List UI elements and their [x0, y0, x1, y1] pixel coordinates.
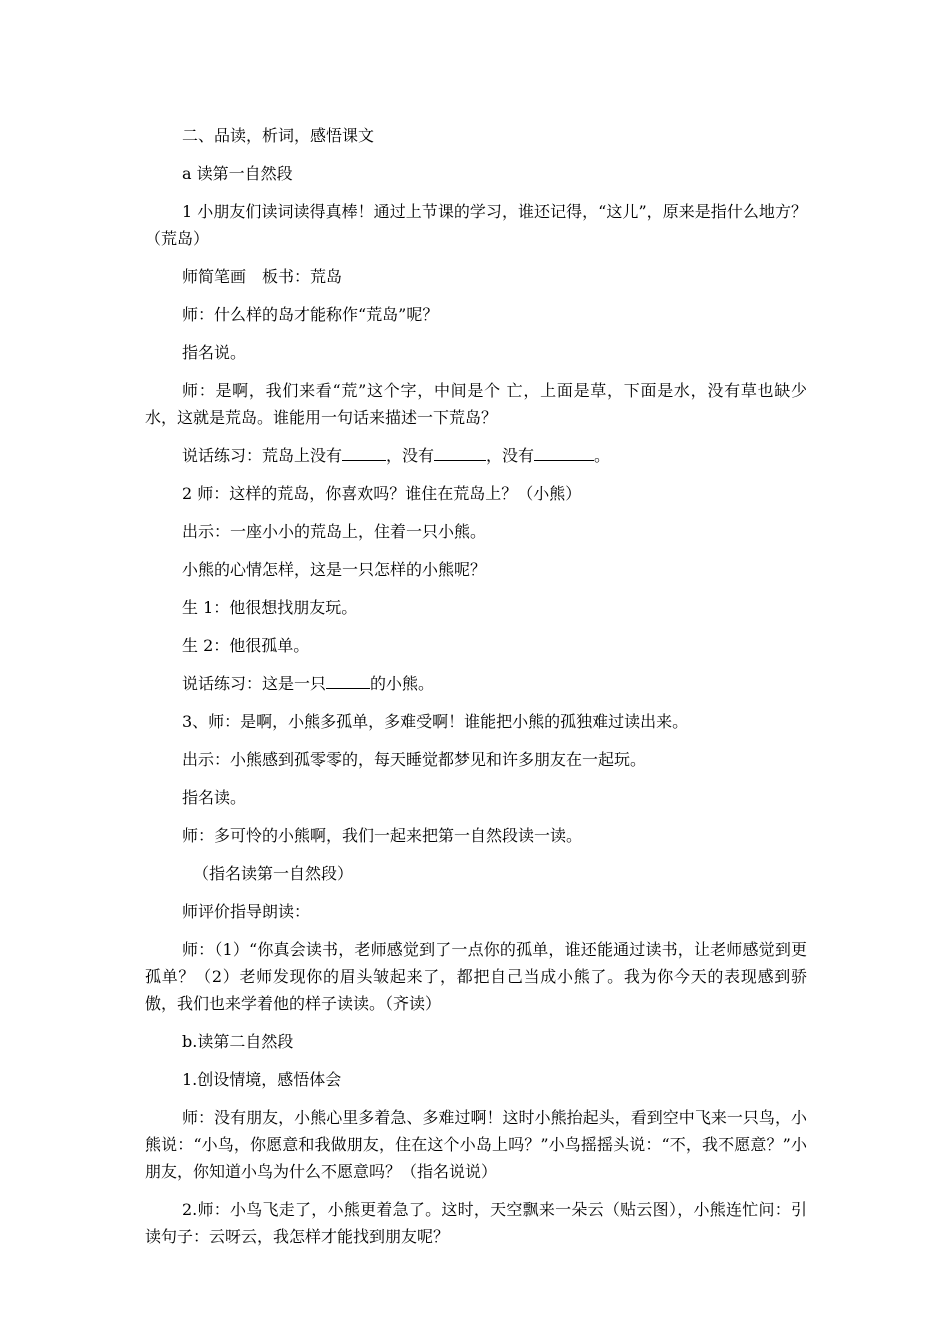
exercise-text: 。: [594, 446, 611, 465]
paragraph: 师：没有朋友，小熊心里多着急、多难过啊！这时小熊抬起头，看到空中飞来一只鸟，小熊说：“小鸟，你愿意和我做朋友，住在这个小岛上吗？”小鸟摇摇头说：“不，我不愿意？”小朋友，你知道小鸟为什么不愿意吗？（指名说说）: [145, 1108, 807, 1181]
paragraph: 小熊的心情怎样，这是一只怎样的小熊呢？: [182, 560, 487, 579]
exercise-text: ，没有: [386, 446, 435, 465]
paragraph: 2 师：这样的荒岛，你喜欢吗？谁住在荒岛上？（小熊）: [182, 484, 582, 503]
exercise-text: 说话练习：荒岛上没有: [182, 446, 343, 465]
subsection-heading-b: b.读第二自然段: [182, 1032, 294, 1051]
paragraph: 师评价指导朗读：: [182, 902, 311, 921]
exercise-text: ，没有: [486, 446, 535, 465]
paragraph: 师：什么样的岛才能称作“荒岛”呢？: [182, 305, 439, 324]
speaking-exercise-1: [145, 442, 807, 469]
fill-blank: [326, 672, 370, 689]
paragraph: 生 2：他很孤单。: [182, 636, 310, 655]
paragraph: 1.创设情境，感悟体会: [182, 1070, 342, 1089]
paragraph: 师简笔画 板书：荒岛: [182, 267, 343, 286]
document-page: [145, 122, 807, 1261]
exercise-text: 的小熊。: [370, 674, 435, 693]
paragraph: 出示：一座小小的荒岛上，住着一只小熊。: [182, 522, 487, 541]
fill-blank: [434, 444, 486, 461]
paragraph: 师：（1）“你真会读书，老师感觉到了一点你的孤单，谁还能通过读书，让老师感觉到更孤单？（2）老师发现你的眉头皱起来了，都把自己当成小熊了。我为你今天的表现感到骄傲，我们也来学着他的样子读读。（齐读）: [145, 940, 807, 1013]
paragraph: 1 小朋友们读词读得真棒！通过上节课的学习，谁还记得，“这儿”，原来是指什么地方？（荒岛）: [145, 202, 807, 248]
speaking-exercise-2: [145, 670, 807, 697]
subsection-heading-a: a 读第一自然段: [182, 164, 293, 183]
exercise-text: 说话练习：这是一只: [182, 674, 327, 693]
fill-blank: [534, 444, 594, 461]
paragraph: 指名读。: [182, 788, 247, 807]
section-heading: 二、品读，析词，感悟课文: [182, 126, 375, 145]
paragraph: 指名说。: [182, 343, 247, 362]
paragraph: 3、师：是啊，小熊多孤单，多难受啊！谁能把小熊的孤独难过读出来。: [182, 712, 689, 731]
paragraph: 师：多可怜的小熊啊，我们一起来把第一自然段读一读。: [182, 826, 583, 845]
paragraph: 生 1：他很想找朋友玩。: [182, 598, 358, 617]
paragraph: （指名读第一自然段）: [193, 864, 354, 883]
paragraph: 出示：小熊感到孤零零的，每天睡觉都梦见和许多朋友在一起玩。: [182, 750, 647, 769]
fill-blank: [342, 444, 386, 461]
paragraph: 师：是啊，我们来看“荒”这个字，中间是个 亡，上面是草，下面是水，没有草也缺少水，这就是荒岛。谁能用一句话来描述一下荒岛？: [145, 381, 807, 427]
paragraph: 2.师：小鸟飞走了，小熊更着急了。这时，天空飘来一朵云（贴云图），小熊连忙问：引读句子：云呀云，我怎样才能找到朋友呢？: [145, 1200, 807, 1246]
